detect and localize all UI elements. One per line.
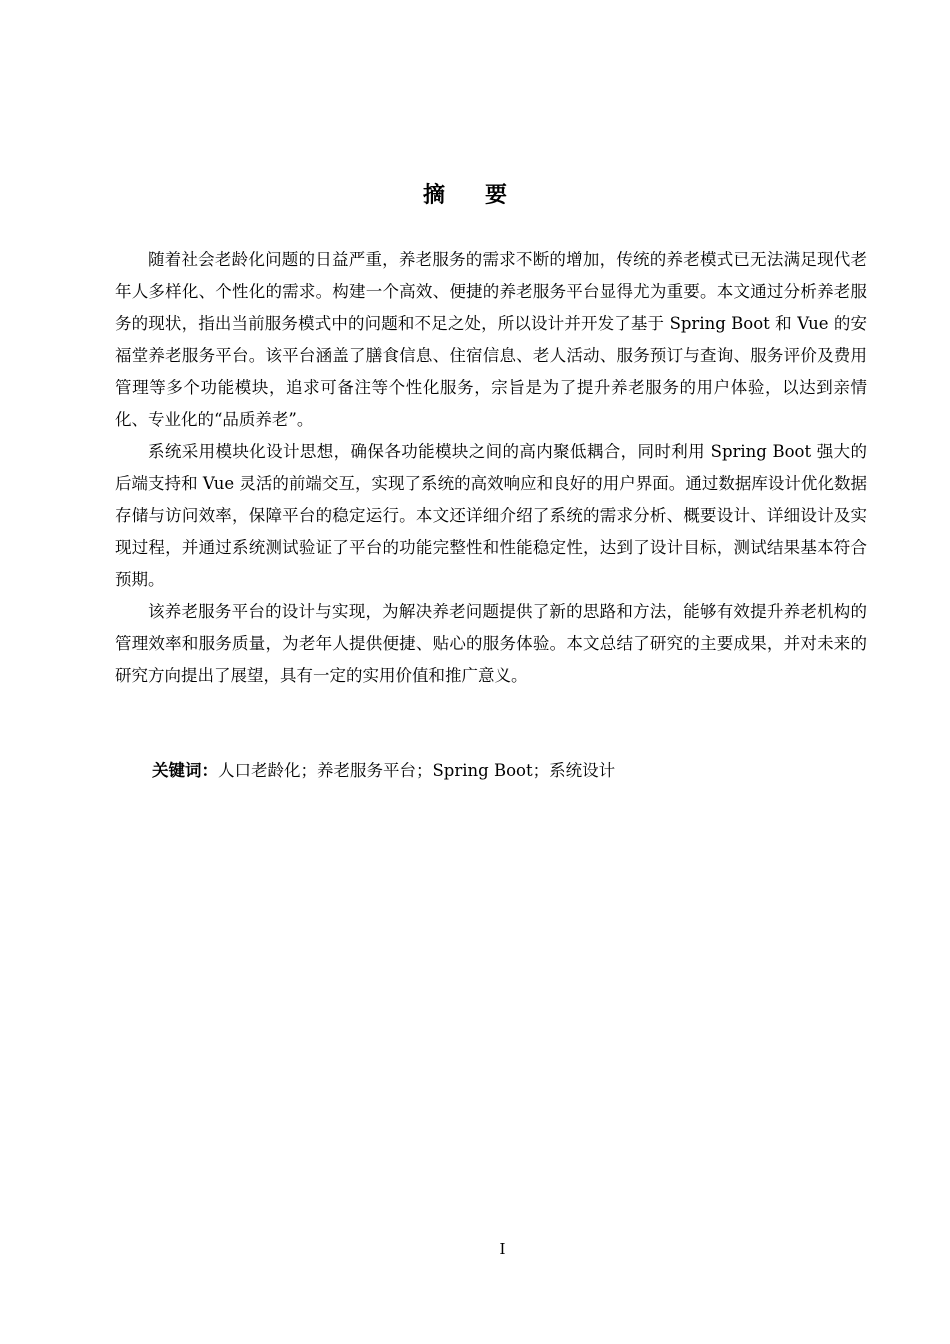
abstract-paragraph-2: 系统采用模块化设计思想，确保各功能模块之间的高内聚低耦合，同时利用 Spring Boot 强大的后端支持和 Vue 灵活的前端交互，实现了系统的高效响应和良好的用户界面。通过数据库设计优化数据存储与访问效率，保障平台的稳定运行。本文还详细介绍了系统的需求分析、概要设计、详细设计及实现过程，并通过系统测试验证了平台的功能完整性和性能稳定性，达到了设计目标，测试结果基本符合预期。 (115, 442, 867, 589)
keywords-value: 人口老龄化；养老服务平台；Spring Boot；系统设计 (218, 761, 616, 780)
page-number: I (499, 1240, 506, 1258)
abstract-body (115, 244, 867, 692)
abstract-paragraph-3: 该养老服务平台的设计与实现，为解决养老问题提供了新的思路和方法，能够有效提升养老机构的管理效率和服务质量，为老年人提供便捷、贴心的服务体验。本文总结了研究的主要成果，并对未来的研究方向提出了展望，具有一定的实用价值和推广意义。 (115, 602, 867, 685)
keywords-label: 关键词： (152, 761, 218, 780)
keywords-line (152, 756, 852, 786)
abstract-paragraph-1: 随着社会老龄化问题的日益严重，养老服务的需求不断的增加，传统的养老模式已无法满足现代老年人多样化、个性化的需求。构建一个高效、便捷的养老服务平台显得尤为重要。本文通过分析养老服务的现状，指出当前服务模式中的问题和不足之处，所以设计并开发了基于 Spring Boot 和 Vue 的安福堂养老服务平台。该平台涵盖了膳食信息、住宿信息、老人活动、服务预订与查询、服务评价及费用管理等多个功能模块，追求可备注等个性化服务，宗旨是为了提升养老服务的用户体验，以达到亲情化、专业化的“品质养老”。 (115, 250, 867, 429)
abstract-heading: 摘要 (422, 182, 547, 208)
